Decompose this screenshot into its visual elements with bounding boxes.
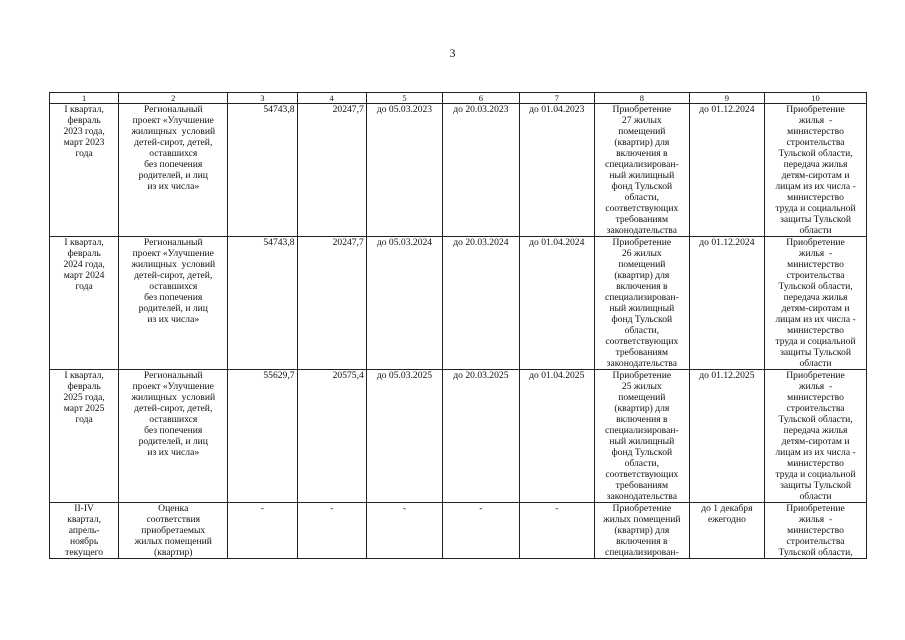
amount-cell: 54743,8	[228, 104, 297, 237]
date-cell: до 01.04.2024	[519, 237, 594, 370]
responsible-cell: Приобретение жилья - министерство строительства Тульской области, передача жилья детям-сиротам и лицам из их числа - министерство труда и социальной защиты Тульской области	[765, 370, 867, 503]
result-cell: Приобретение жилых помещений (квартир) для включения в специализирован-	[594, 503, 689, 559]
table-row	[50, 503, 867, 559]
column-number: 6	[443, 93, 519, 104]
amount-cell: 20247,7	[297, 237, 366, 370]
date-cell: -	[366, 503, 442, 559]
column-number: 1	[50, 93, 119, 104]
date-cell: до 20.03.2024	[443, 237, 519, 370]
result-cell: Приобретение 27 жилых помещений (квартир) для включения в специализирован- ный жилищный фонд Тульской области, соответствующих требованиям законодательства	[594, 104, 689, 237]
period-cell: I квартал, февраль 2023 года, март 2023 года	[50, 104, 119, 237]
page-number: 3	[449, 46, 456, 60]
table-row	[50, 237, 867, 370]
column-number: 7	[519, 93, 594, 104]
amount-cell: -	[228, 503, 297, 559]
project-cell: Региональный проект «Улучшение жилищных условий детей-сирот, детей, оставшихся без попечения родителей, и лиц из их числа»	[119, 370, 228, 503]
deadline-cell: до 01.12.2025	[689, 370, 764, 503]
responsible-cell: Приобретение жилья - министерство строительства Тульской области, передача жилья детям-сиротам и лицам из их числа - министерство труда и социальной защиты Тульской области	[765, 237, 867, 370]
column-number: 4	[297, 93, 366, 104]
date-cell: -	[443, 503, 519, 559]
plan-table	[49, 92, 867, 559]
table-row	[50, 370, 867, 503]
deadline-cell: до 1 декабря ежегодно	[689, 503, 764, 559]
amount-cell: 20575,4	[297, 370, 366, 503]
responsible-cell: Приобретение жилья - министерство строительства Тульской области,	[765, 503, 867, 559]
date-cell: до 05.03.2024	[366, 237, 442, 370]
project-cell: Региональный проект «Улучшение жилищных условий детей-сирот, детей, оставшихся без попечения родителей, и лиц из их числа»	[119, 104, 228, 237]
date-cell: до 20.03.2025	[443, 370, 519, 503]
deadline-cell: до 01.12.2024	[689, 104, 764, 237]
result-cell: Приобретение 25 жилых помещений (квартир) для включения в специализирован- ный жилищный фонд Тульской области, соответствующих требованиям законодательства	[594, 370, 689, 503]
project-cell: Региональный проект «Улучшение жилищных условий детей-сирот, детей, оставшихся без попечения родителей, и лиц из их числа»	[119, 237, 228, 370]
header-row	[50, 93, 867, 104]
column-number: 3	[228, 93, 297, 104]
date-cell: до 20.03.2023	[443, 104, 519, 237]
date-cell: -	[519, 503, 594, 559]
amount-cell: 54743,8	[228, 237, 297, 370]
period-cell: I квартал, февраль 2025 года, март 2025 года	[50, 370, 119, 503]
date-cell: до 01.04.2025	[519, 370, 594, 503]
period-cell: II-IV квартал, апрель- ноябрь текущего	[50, 503, 119, 559]
table-row	[50, 104, 867, 237]
date-cell: до 01.04.2023	[519, 104, 594, 237]
period-cell: I квартал, февраль 2024 года, март 2024 года	[50, 237, 119, 370]
deadline-cell: до 01.12.2024	[689, 237, 764, 370]
project-cell: Оценка соответствия приобретаемых жилых помещений (квартир)	[119, 503, 228, 559]
date-cell: до 05.03.2023	[366, 104, 442, 237]
column-number: 9	[689, 93, 764, 104]
amount-cell: -	[297, 503, 366, 559]
responsible-cell: Приобретение жилья - министерство строительства Тульской области, передача жилья детям-сиротам и лицам из их числа - министерство труда и социальной защиты Тульской области	[765, 104, 867, 237]
column-number: 8	[594, 93, 689, 104]
column-number: 5	[366, 93, 442, 104]
result-cell: Приобретение 26 жилых помещений (квартир) для включения в специализирован- ный жилищный фонд Тульской области, соответствующих требованиям законодательства	[594, 237, 689, 370]
column-number: 2	[119, 93, 228, 104]
amount-cell: 20247,7	[297, 104, 366, 237]
column-number: 10	[765, 93, 867, 104]
date-cell: до 05.03.2025	[366, 370, 442, 503]
amount-cell: 55629,7	[228, 370, 297, 503]
